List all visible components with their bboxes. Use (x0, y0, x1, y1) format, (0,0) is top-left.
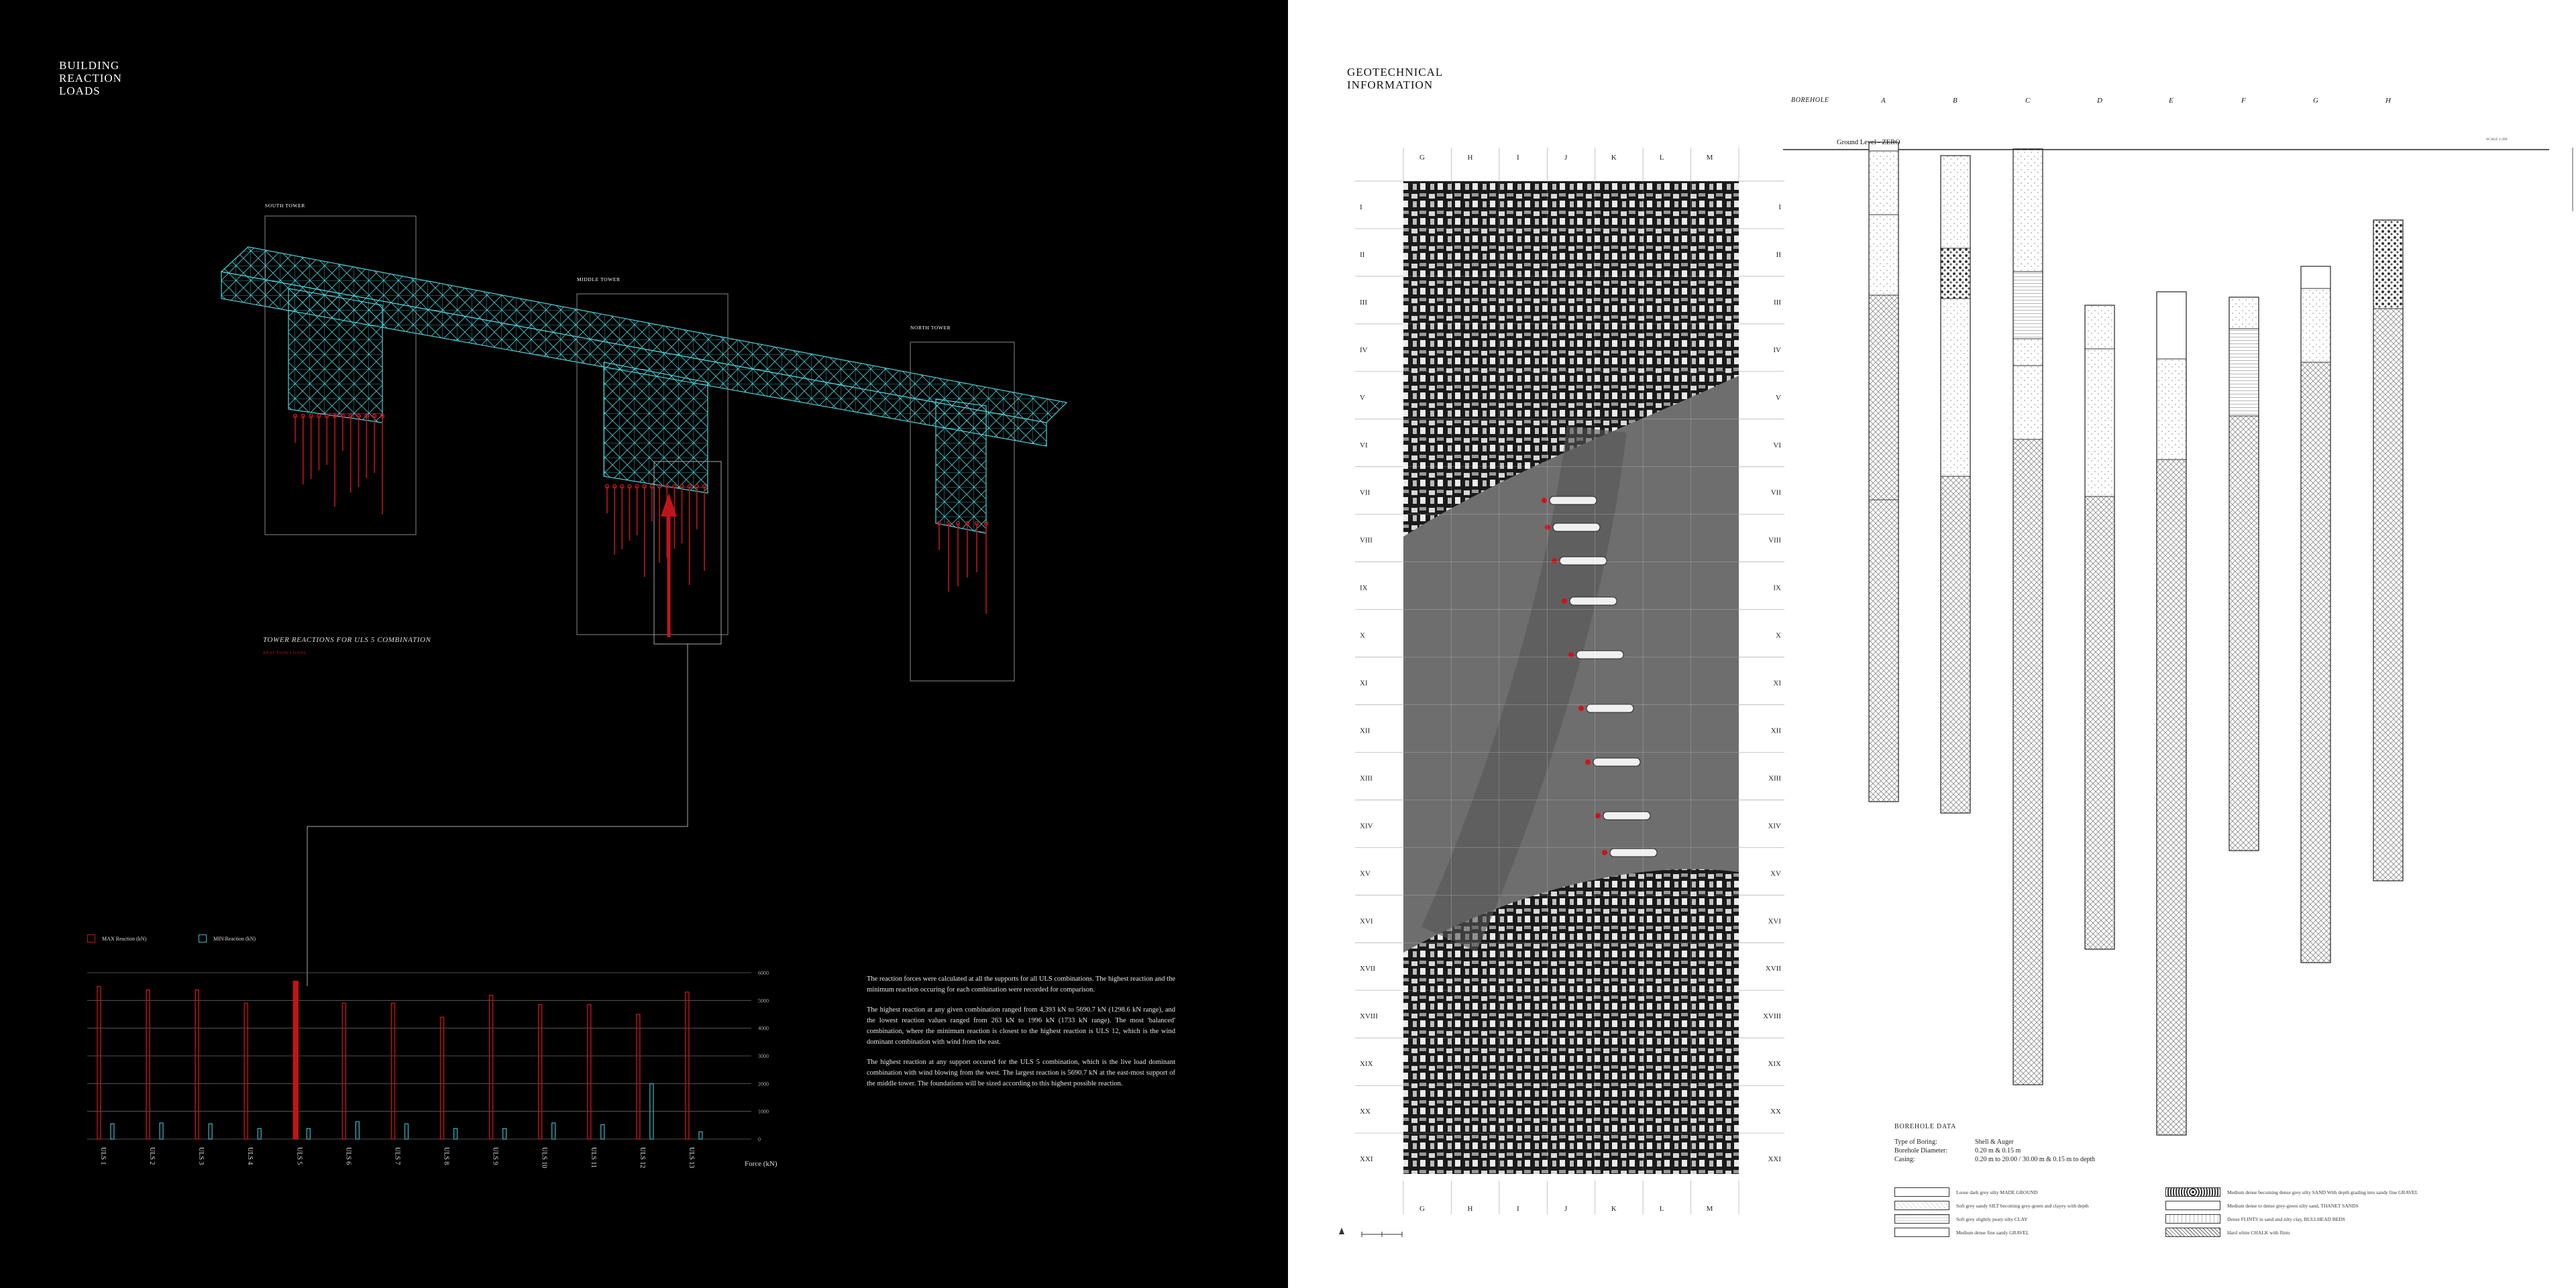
grid-row-label-right: XX (1770, 1108, 1781, 1116)
paragraph-2: The highest reaction at any given combination ranged from 4,393 kN to 5690.7 kN (1298.6 kN range), and the lowest reaction values ranged from 263 kN to 1996 kN (1733 kN range). The most 'balanced' combination, where the minimum reaction is closest to the highest reaction is ULS 12, which is the wind dominant combination with wind from the east. (867, 1006, 1175, 1046)
legend-text: Medium dense becoming dense grey silty SAND With depth grading into sandy fine GRAVEL (2227, 1189, 2418, 1195)
min-bar (307, 1128, 310, 1139)
legend-text: Loose dark grey silty MADE GROUND (1956, 1189, 2038, 1195)
legend-max-label: MAX Reaction (kN) (102, 935, 147, 942)
soil-layer (1869, 151, 1898, 215)
soil-layer (2013, 439, 2043, 1085)
data-key: Casing: (1894, 1156, 1915, 1163)
grid-col-label-bottom: J (1564, 1205, 1568, 1213)
tower-frame-diagram (0, 0, 1288, 805)
x-tick-label: ULS 11 (589, 1147, 597, 1169)
max-bar (490, 996, 493, 1139)
x-tick-label: ULS 4 (246, 1147, 254, 1165)
soil-layer (1941, 299, 1970, 476)
grid-col-label-top: L (1659, 154, 1664, 162)
legend-text: Soft grey slightly peaty silty CLAY (1956, 1216, 2028, 1222)
left-title: BUILDING REACTION LOADS (59, 59, 122, 97)
grid-row-label-left: V (1360, 393, 1365, 402)
x-tick-label: ULS 9 (491, 1147, 499, 1165)
grid-col-label-bottom: H (1467, 1205, 1473, 1213)
pontoon (1560, 557, 1607, 565)
borehole-letter: C (2025, 97, 2031, 105)
legend-max-swatch (87, 934, 95, 943)
legend-swatch (1894, 1187, 1949, 1197)
legend-min-label: MIN Reaction (kN) (213, 935, 256, 942)
max-bar (391, 1003, 394, 1139)
borehole-header-label: BOREHOLE (1791, 97, 1829, 104)
max-bar (637, 1014, 640, 1139)
grid-col-label-top: I (1517, 154, 1519, 162)
pontoon (1576, 651, 1623, 659)
pile-marker (1568, 652, 1574, 657)
grid-row-label-left: XX (1360, 1108, 1371, 1116)
soil-legend-thanet (2165, 1201, 2359, 1210)
max-bar (441, 1017, 444, 1139)
north-tower (936, 399, 986, 533)
soil-layer (1869, 295, 1898, 500)
min-bar (601, 1125, 604, 1139)
south-tower-label: SOUTH TOWER (265, 203, 305, 209)
x-tick-label: ULS 3 (197, 1147, 205, 1165)
borehole-data-row (1894, 1146, 2095, 1155)
pile-marker (1585, 759, 1591, 765)
max-bar (97, 987, 101, 1139)
soil-legend-silt (1894, 1201, 2089, 1210)
explanation-text (867, 974, 1175, 1099)
min-bar (209, 1124, 212, 1139)
middle-tower-label: MIDDLE TOWER (577, 276, 621, 282)
legend-swatch (2165, 1201, 2220, 1210)
grid-row-label-right: VI (1773, 441, 1781, 449)
max-bar (539, 1005, 542, 1139)
legend-swatch (2165, 1214, 2220, 1224)
y-tick-label: 0 (758, 1136, 761, 1142)
grid-row-label-left: IX (1360, 584, 1368, 592)
y-tick-label: 4000 (758, 1025, 769, 1032)
borehole-letter: B (1953, 97, 1957, 105)
soil-layer (1869, 500, 1898, 802)
y-tick-label: 5000 (758, 998, 769, 1004)
middle-tower (604, 362, 708, 493)
legend-min (199, 934, 256, 943)
max-bar (146, 990, 150, 1139)
y-axis-label: Force (kN) (745, 1160, 777, 1168)
soil-legend-flints (2165, 1214, 2345, 1224)
soil-layer (2013, 149, 2043, 272)
max-bar (195, 990, 199, 1139)
grid-col-label-bottom: K (1611, 1205, 1617, 1213)
grid-row-label-left: I (1360, 203, 1362, 211)
grid-row-label-left: XIV (1360, 822, 1373, 830)
diagram-caption: TOWER REACTIONS FOR ULS 5 COMBINATION (263, 636, 431, 644)
soil-layer (2157, 359, 2186, 460)
max-bar (244, 1003, 248, 1139)
soil-layer (1941, 476, 1970, 813)
grid-row-label-left: XIX (1360, 1060, 1373, 1069)
grid-row-label-left: XVII (1360, 965, 1376, 973)
ground-level-label: Ground Level - ZERO (1837, 139, 1900, 146)
grid-row-label-right: XIII (1768, 774, 1781, 783)
pontoon (1553, 523, 1600, 531)
grid-row-label-right: X (1776, 631, 1781, 640)
south-tower (288, 288, 382, 423)
min-bar (111, 1124, 114, 1139)
y-tick-label: 1000 (758, 1108, 769, 1115)
paragraph-1: The reaction forces were calculated at all the supports for all ULS combinations. The highest reaction and the minimum reaction occuring for each combination were recorded for comparison. (867, 975, 1175, 994)
soil-layer (2229, 329, 2259, 416)
min-bar (258, 1128, 261, 1139)
soil-layer (2085, 305, 2114, 349)
grid-row-label-right: XI (1773, 679, 1781, 688)
legend-swatch (1894, 1201, 1949, 1210)
grid-col-label-top: H (1467, 154, 1473, 162)
grid-row-label-right: IX (1773, 584, 1781, 592)
grid-col-label-bottom: G (1419, 1205, 1425, 1213)
soil-legend-clay (1894, 1214, 2028, 1224)
grid-row-label-left: III (1360, 298, 1367, 307)
x-tick-label: ULS 10 (540, 1147, 548, 1169)
legend-swatch (1894, 1214, 1949, 1224)
max-bar (588, 1005, 591, 1139)
pontoon (1593, 758, 1640, 766)
min-bar (160, 1123, 163, 1139)
data-key: Type of Boring: (1894, 1138, 1937, 1146)
grid-row-label-right: XVII (1765, 965, 1781, 973)
y-tick-label: 2000 (758, 1081, 769, 1087)
borehole-data (1894, 1122, 2095, 1164)
soil-legend-made-ground (1894, 1187, 2037, 1197)
grid-row-label-left: XVIII (1360, 1012, 1378, 1021)
borehole-letter: E (2169, 97, 2174, 105)
legend-text: Medium dense fine sandy GRAVEL (1956, 1229, 2029, 1236)
soil-layer (2301, 266, 2330, 288)
site-map (1288, 0, 1781, 1213)
borehole-letter: H (2385, 97, 2391, 105)
pile-marker (1542, 498, 1547, 503)
x-tick-label: ULS 8 (442, 1147, 450, 1165)
max-bar (293, 981, 298, 1139)
soil-legend-sand-gravel (2165, 1187, 2418, 1197)
grid-row-label-right: XII (1770, 727, 1781, 735)
grid-row-label-right: III (1774, 298, 1781, 307)
legend-swatch (2165, 1228, 2220, 1237)
min-bar (552, 1123, 555, 1139)
grid-row-label-right: XVIII (1763, 1012, 1781, 1021)
pontoon (1587, 704, 1633, 712)
data-value: 0.20 m & 0.15 m (1975, 1147, 2021, 1155)
grid-row-label-left: X (1360, 631, 1365, 640)
soil-layer (2157, 292, 2186, 359)
y-tick-label: 6000 (758, 970, 769, 976)
grid-row-label-right: XIX (1768, 1060, 1781, 1069)
scale-label: SCALE 1:200 (2486, 138, 2508, 142)
grid-row-label-right: II (1776, 250, 1781, 259)
grid-row-label-right: VIII (1768, 536, 1781, 545)
x-tick-label: ULS 6 (344, 1147, 352, 1165)
grid-row-label-left: VII (1360, 488, 1371, 497)
legend-swatch (1894, 1228, 1949, 1237)
pontoon (1610, 849, 1657, 857)
grid-col-label-top: G (1419, 154, 1425, 162)
soil-layer (2013, 366, 2043, 439)
borehole-log-diagram (1771, 0, 2576, 1154)
pontoon (1603, 812, 1650, 820)
soil-legend-chalk (2165, 1228, 2290, 1237)
pile-marker (1545, 525, 1550, 530)
legend-text: Dense FLINTS in sand and silty clay, BULLHEAD BEDS (2227, 1216, 2345, 1222)
grid-col-label-bottom: I (1517, 1205, 1519, 1213)
soil-layer (1941, 248, 1970, 299)
borehole-letter: D (2097, 97, 2102, 105)
grid-row-label-left: XXI (1360, 1155, 1373, 1164)
soil-layer (2085, 349, 2114, 496)
pile-marker (1602, 850, 1607, 855)
soil-layer (1869, 215, 1898, 295)
right-title: GEOTECHNICAL INFORMATION (1347, 66, 1444, 91)
borehole-letter: G (2313, 97, 2318, 105)
pontoon (1570, 597, 1617, 605)
borehole-data-row (1894, 1155, 2095, 1164)
grid-row-label-left: VI (1360, 441, 1368, 449)
pontoon (1550, 496, 1597, 504)
grid-row-label-right: IV (1773, 345, 1781, 354)
grid-row-label-left: XIII (1360, 774, 1373, 783)
grid-row-label-right: V (1776, 393, 1781, 402)
y-tick-label: 3000 (758, 1053, 769, 1059)
grid-row-label-right: XV (1770, 869, 1781, 878)
soil-layer (2229, 416, 2259, 851)
x-tick-label: ULS 12 (638, 1147, 646, 1169)
legend-swatch (2165, 1187, 2220, 1197)
grid-row-label-left: XI (1360, 679, 1368, 688)
soil-layer (2229, 297, 2259, 329)
soil-layer (1941, 156, 1970, 248)
grid-col-label-top: K (1611, 154, 1617, 162)
pile-marker (1578, 706, 1584, 711)
grid-col-label-bottom: L (1659, 1205, 1664, 1213)
legend-text: Soft grey sandy SILT becoming grey-green and clayey with depth (1956, 1202, 2089, 1209)
data-key: Borehole Diameter: (1894, 1147, 1948, 1155)
soil-layer (2157, 460, 2186, 1135)
grid-col-label-top: M (1706, 154, 1713, 162)
legend-text: Hard white CHALK with flints (2227, 1229, 2290, 1236)
max-bar (342, 1003, 345, 1139)
soil-layer (2301, 288, 2330, 362)
min-bar (503, 1128, 506, 1139)
soil-layer (2013, 272, 2043, 339)
pile-marker (1595, 813, 1601, 818)
reaction-bar-chart (74, 959, 865, 1181)
soil-layer (2301, 362, 2330, 963)
min-bar (405, 1124, 408, 1139)
right-panel (1288, 0, 2576, 1288)
pile-marker (1562, 598, 1567, 604)
north-tower-label: NORTH TOWER (910, 325, 951, 331)
soil-layer (2373, 309, 2403, 881)
min-bar (454, 1128, 458, 1139)
x-tick-label: ULS 2 (148, 1147, 156, 1165)
soil-layer (2373, 220, 2403, 309)
min-bar (356, 1122, 359, 1139)
grid-row-label-right: I (1778, 203, 1781, 211)
soil-layer (2013, 339, 2043, 366)
legend-min-swatch (199, 934, 207, 943)
grid-row-label-left: XVI (1360, 917, 1373, 926)
data-value: Shell & Auger (1975, 1138, 2014, 1146)
pile-marker (1552, 558, 1557, 564)
grid-row-label-right: XXI (1768, 1155, 1781, 1164)
grid-col-label-top: J (1564, 154, 1568, 162)
x-tick-label: ULS 1 (99, 1147, 107, 1165)
data-value: 0.20 m to 20.00 / 30.00 m & 0.15 m to depth (1975, 1156, 2096, 1163)
soil-legend-gravel (1894, 1228, 2029, 1237)
x-tick-label: ULS 7 (393, 1147, 401, 1165)
grid-row-label-right: XIV (1768, 822, 1781, 830)
legend-text: Medium dense to dense grey-green silty sand, THANET SANDS (2227, 1202, 2359, 1209)
max-bar (686, 992, 689, 1139)
grid-row-label-left: IV (1360, 345, 1368, 354)
grid-row-label-right: XVI (1768, 917, 1781, 926)
paragraph-3: The highest reaction at any support occured for the ULS 5 combination, which is the live load dominant combination with wind blowing from the west. The largest reaction is 5690.7 kN at the east-most support of the middle tower. The foundations will be sized according to this highest possible reaction. (867, 1059, 1175, 1087)
grid-row-label-right: VII (1770, 488, 1781, 497)
x-tick-label: ULS 5 (295, 1147, 303, 1165)
grid-col-label-bottom: M (1706, 1205, 1713, 1213)
grid-row-label-left: VIII (1360, 536, 1373, 545)
borehole-data-title: BOREHOLE DATA (1894, 1123, 1957, 1130)
borehole-data-row (1894, 1138, 2095, 1146)
min-bar (699, 1132, 702, 1139)
borehole-letter: F (2241, 97, 2246, 105)
x-tick-label: ULS 13 (687, 1147, 695, 1169)
grid-row-label-left: II (1360, 250, 1365, 259)
soil-layer (2085, 496, 2114, 949)
diagram-subcaption: REACTION LOADS (263, 651, 307, 655)
legend-max (87, 934, 146, 943)
grid-row-label-left: XII (1360, 727, 1371, 735)
borehole-letter: A (1881, 97, 1886, 105)
grid-row-label-left: XV (1360, 869, 1371, 878)
